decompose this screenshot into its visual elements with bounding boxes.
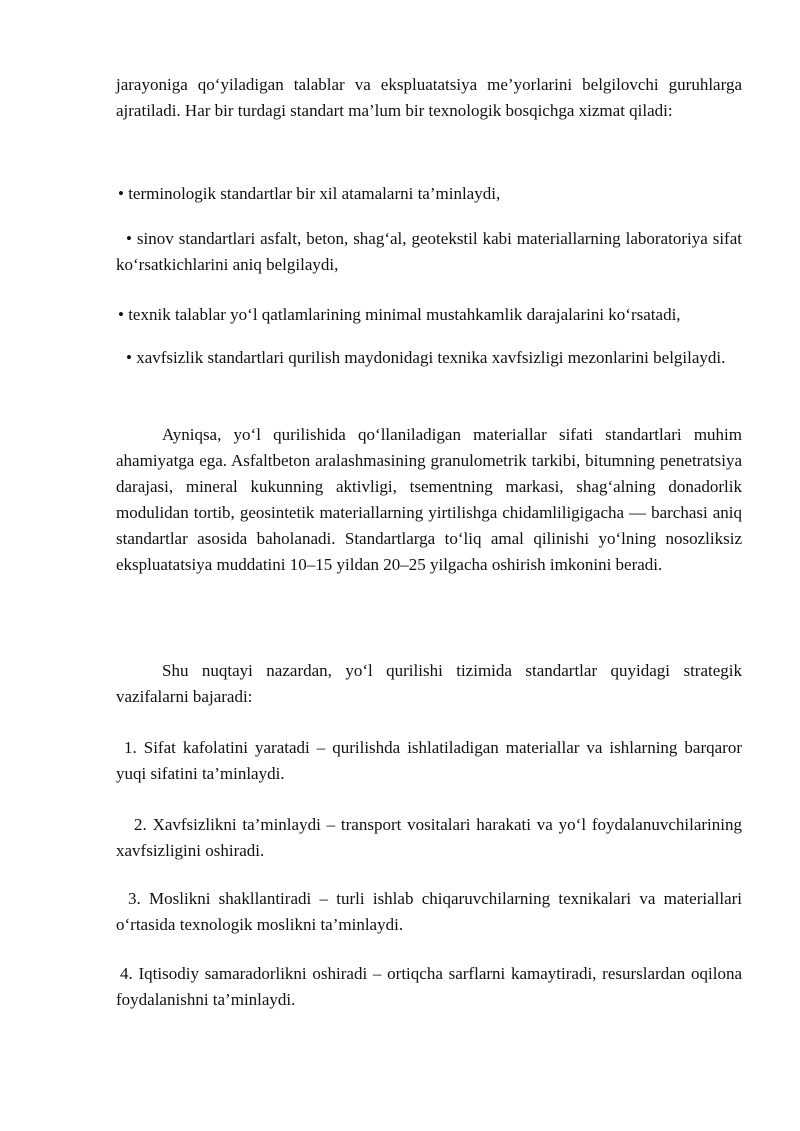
- list-item: • texnik talablar yo‘l qatlamlarining minimal mustahkamlik darajalarini ko‘rsatadi,: [118, 305, 681, 324]
- strategy-intro-paragraph: [116, 658, 742, 710]
- list-item: 1. Sifat kafolatini yaratadi – qurilishda ishlatiladigan materiallar va ishlarning barqaror yuqi sifatini ta’minlaydi.: [116, 738, 742, 783]
- list-item: • sinov standartlari asfalt, beton, shag‘al, geotekstil kabi materiallarning laboratoriya sifat ko‘rsatkichlarini aniq belgilaydi,: [116, 229, 742, 274]
- paragraph-text: Shu nuqtayi nazardan, yo‘l qurilishi tizimida standartlar quyidagi strategik vazifalarni bajaradi:: [116, 661, 742, 706]
- numbered-item-4: [116, 961, 742, 1013]
- list-item: • terminologik standartlar bir xil atamalarni ta’minlaydi,: [118, 184, 501, 203]
- intro-paragraph: [116, 72, 742, 124]
- bullet-safety: [116, 345, 742, 371]
- numbered-item-2: [116, 812, 742, 864]
- list-item: 3. Moslikni shakllantiradi – turli ishlab chiqaruvchilarning texnikalari va materiallari o‘rtasida texnologik moslikni ta’minlaydi.: [116, 889, 742, 934]
- numbered-item-1: [116, 735, 742, 787]
- bullet-testing: [116, 226, 742, 278]
- materials-paragraph: [116, 422, 742, 578]
- numbered-item-3: [116, 886, 742, 938]
- paragraph-text: jarayoniga qo‘yiladigan talablar va ekspluatatsiya me’yorlarini belgilovchi guruhlarga ajratiladi. Har bir turdagi standart ma’lum bir texnologik bosqichga xizmat qiladi:: [116, 75, 742, 120]
- list-item: 2. Xavfsizlikni ta’minlaydi – transport vositalari harakati va yo‘l foydalanuvchilarining xavfsizligini oshiradi.: [116, 815, 742, 860]
- bullet-terminology: [116, 181, 742, 207]
- paragraph-text: Ayniqsa, yo‘l qurilishida qo‘llaniladigan materiallar sifati standartlari muhim ahamiyatga ega. Asfaltbeton aralashmasining granulometrik tarkibi, bitumning penetratsiya darajasi, mineral kukunning aktivligi, tsementning markasi, shag‘alning donadorlik modulidan tortib, geosintetik materiallarning yirtilishga chidamliligigacha — barchasi aniq standartlar asosida baholanadi. Standartlarga to‘liq amal qilinishi yo‘lning nosozliksiz ekspluatatsiya muddatini 10–15 yildan 20–25 yilgacha oshirish imkonini beradi.: [116, 425, 742, 574]
- list-item: • xavfsizlik standartlari qurilish maydonidagi texnika xavfsizligi mezonlarini belgilaydi.: [126, 348, 726, 367]
- bullet-technical: [116, 302, 742, 328]
- list-item: 4. Iqtisodiy samaradorlikni oshiradi – ortiqcha sarflarni kamaytiradi, resurslardan oqilona foydalanishni ta’minlaydi.: [116, 964, 742, 1009]
